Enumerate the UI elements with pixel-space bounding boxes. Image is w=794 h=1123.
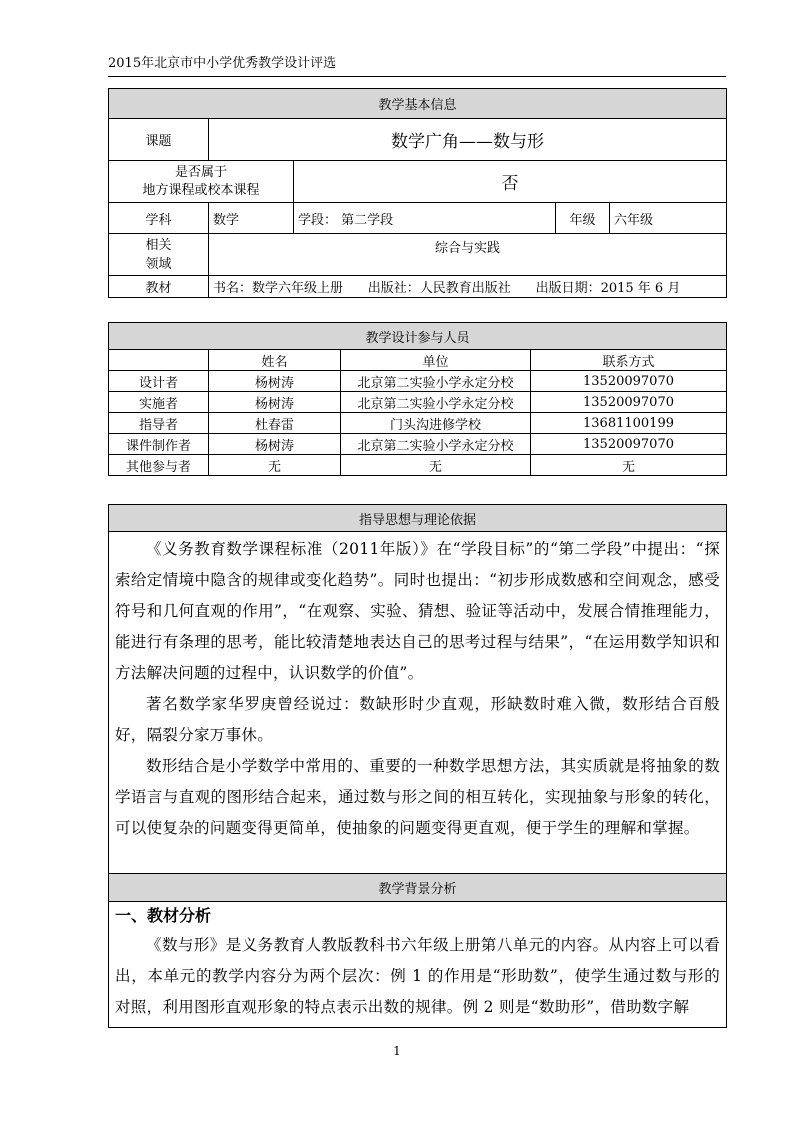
section-title: 一、教材分析 <box>115 906 212 925</box>
participant-contact: 13520097070 <box>531 392 727 413</box>
participant-name: 杨树涛 <box>209 392 341 413</box>
field-label-line1: 相关 <box>145 237 172 253</box>
participant-name: 无 <box>209 455 341 476</box>
participants-header-role <box>109 350 209 371</box>
textbook-label: 教材 <box>109 276 209 298</box>
participant-contact: 无 <box>531 455 727 476</box>
participants-header-contact: 联系方式 <box>531 350 727 371</box>
participant-unit: 无 <box>341 455 531 476</box>
participant-role: 设计者 <box>109 371 209 392</box>
guidance-paragraph: 著名数学家华罗庚曾经说过：数缺形时少直观，形缺数时难入微，数形结合百般好，隔裂分家万事休。 <box>115 695 720 744</box>
participant-contact: 13520097070 <box>531 371 727 392</box>
local-course-label-line1: 是否属于 <box>174 164 227 180</box>
local-course-label-line2: 地方课程或校本课程 <box>142 182 260 198</box>
guidance-title: 指导思想与理论依据 <box>109 505 727 532</box>
stage-value: 学段： 第二学段 <box>294 203 556 234</box>
participant-contact: 13520097070 <box>531 434 727 455</box>
grade-value: 六年级 <box>610 203 727 234</box>
guidance-paragraph: 数形结合是小学数学中常用的、重要的一种数学思想方法，其实质就是将抽象的数学语言与直观的图形结合起来，通过数与形之间的相互转化，实现抽象与形象的转化，可以使复杂的问题变得更简单，使抽象的问题变得更直观，便于学生的理解和掌握。 <box>115 757 720 837</box>
background-title: 教学背景分析 <box>109 874 727 902</box>
background-paragraph: 《数与形》是义务教育人教版教科书六年级上册第八单元的内容。从内容上可以看出，本单元的教学内容分为两个层次：例 1 的作用是“形助数”，使学生通过数与形的对照，利用图形直观形象的特点表示出数的规律。例 2 则是“数助形”，借助数字解 <box>115 936 720 1016</box>
participant-name: 杨树涛 <box>209 434 341 455</box>
basic-info-title: 教学基本信息 <box>109 89 727 119</box>
topic-label: 课题 <box>109 119 209 161</box>
guidance-table <box>108 504 727 1028</box>
participant-contact: 13681100199 <box>531 413 727 434</box>
guidance-paragraph: 《义务教育数学课程标准（2011年版）》在“学段目标”的“第二学段”中提出：“探索给定情境中隐含的规律或变化趋势”。同时也提出：“初步形成数感和空间观念，感受符号和几何直观的作用”，“在观察、实验、猜想、验证等活动中，发展合情推理能力，能进行有条理的思考，能比较清楚地表达自己的思考过程与结果”，“在运用数学知识和方法解决问题的过程中，认识数学的价值”。 <box>115 540 720 682</box>
topic-value: 数学广角——数与形 <box>209 119 727 161</box>
field-label <box>109 234 209 276</box>
participant-unit: 北京第二实验小学永定分校 <box>341 371 531 392</box>
header-rule <box>108 76 726 77</box>
background-content <box>109 902 727 1028</box>
participant-role: 其他参与者 <box>109 455 209 476</box>
subject-value: 数学 <box>209 203 294 234</box>
participants-header-unit: 单位 <box>341 350 531 371</box>
field-value: 综合与实践 <box>209 234 727 276</box>
participant-unit: 北京第二实验小学永定分校 <box>341 392 531 413</box>
basic-info-table <box>108 88 727 298</box>
page-header: 2015年北京市中小学优秀教学设计评选 <box>108 56 337 71</box>
table-row <box>109 455 727 476</box>
participants-title: 教学设计参与人员 <box>109 323 727 350</box>
subject-label: 学科 <box>109 203 209 234</box>
participant-unit: 北京第二实验小学永定分校 <box>341 434 531 455</box>
participant-role: 实施者 <box>109 392 209 413</box>
table-row <box>109 392 727 413</box>
table-row <box>109 371 727 392</box>
table-row <box>109 413 727 434</box>
textbook-value: 书名：数学六年级上册 出版社：人民教育出版社 出版日期：2015 年 6 月 <box>209 276 727 298</box>
table-row <box>109 434 727 455</box>
participant-unit: 门头沟进修学校 <box>341 413 531 434</box>
participant-role: 课件制作者 <box>109 434 209 455</box>
field-label-line2: 领域 <box>145 256 172 272</box>
local-course-value: 否 <box>294 161 727 203</box>
grade-label: 年级 <box>556 203 610 234</box>
page-number: 1 <box>393 1044 401 1058</box>
guidance-content <box>109 532 727 874</box>
participants-table <box>108 322 727 476</box>
local-course-label <box>109 161 294 203</box>
participants-header-name: 姓名 <box>209 350 341 371</box>
participant-role: 指导者 <box>109 413 209 434</box>
participant-name: 杜春雷 <box>209 413 341 434</box>
participant-name: 杨树涛 <box>209 371 341 392</box>
